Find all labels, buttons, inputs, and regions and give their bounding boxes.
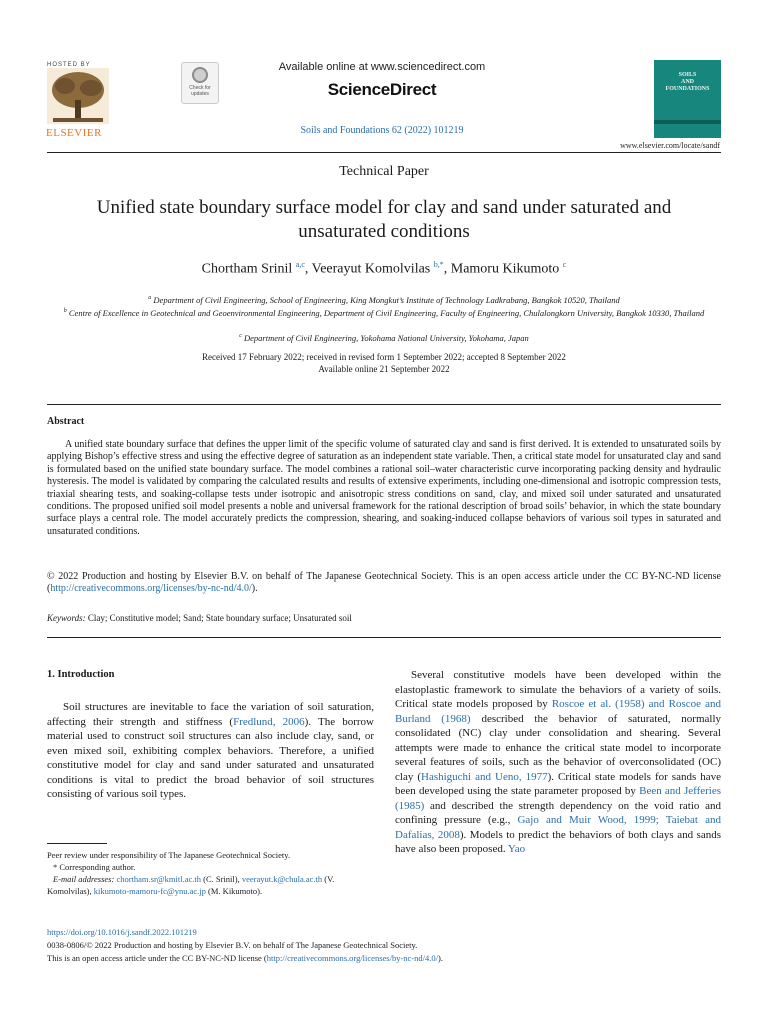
affiliation-text: Centre of Excellence in Geotechnical and Geoenvironmental Engineering, Department of Civil Engineering, Faculty of Engineering, Chulalongkorn University, Bangkok 10330, Thailand xyxy=(68,307,705,318)
header-divider xyxy=(47,152,721,153)
email-owner: (C. Srinil), xyxy=(200,874,242,884)
keywords-divider xyxy=(47,637,721,638)
keywords-list: Clay; Constitutive model; Sand; State boundary surface; Unsaturated soil xyxy=(87,613,352,623)
copyright-text: © 2022 Production and hosting by Elsevier B.V. on behalf of The Japanese Geotechnical Society. This is an open access article under the CC BY-NC-ND license ( xyxy=(47,571,721,595)
license-link[interactable]: http://creativecommons.org/licenses/by-nc-nd/4.0/ xyxy=(50,583,252,595)
abstract-heading: Abstract xyxy=(47,416,85,427)
body-paragraph-right xyxy=(395,668,721,857)
received-dates: Received 17 February 2022; received in revised form 1 September 2022; accepted 8 September 2022 xyxy=(202,352,566,362)
citation-link[interactable]: Yao xyxy=(507,843,526,855)
email-link[interactable]: kikumoto-mamoru-fc@ynu.ac.jp xyxy=(93,885,206,896)
paragraph-text: Several constitutive models have been developed within the elastoplastic framework to simulate the behaviors of a variety of soils. Critical state models proposed by xyxy=(395,669,721,710)
abstract-text: A unified state boundary surface that defines the upper limit of the specific volume of saturated clay and sand is first derived. It is extended to unsaturated soils by applying Bishop’s effective stress and using the effective degree of saturation as an independent state variable. Then, a critical state model for unsaturated clay and sand is formulated based on the unified state boundary surface. The model combines a rational soil–water characteristic curve incorporating packing density and hydraulic hysteresis. The model is validated by comparing the calculated results and results of extensive experiments, including one-dimensional and isotropic compression tests, triaxial shearing tests, and soaking-collapse tests under isotropic and anisotropic stress conditions on sand, clay, and mixed soil under saturated and unsaturated conditions. The proposed unified soil model presents a noble and universal framework for the rational description of broad soils’ behavior, in which the state boundary surface plays a central role. The model accurately predicts the compression, shearing, and soaking-induced collapse behaviors of various soil types in saturated and unsaturated conditions. xyxy=(47,439,721,537)
journal-citation[interactable]: Soils and Foundations 62 (2022) 101219 xyxy=(300,125,464,136)
hosted-by-label: HOSTED BY xyxy=(47,62,91,68)
citation-link[interactable]: Roscoe et al. (1958) and Roscoe and Burland (1968) xyxy=(395,698,722,725)
affiliation-text: Department of Civil Engineering, Yokohama National University, Yokohama, Japan xyxy=(243,332,529,343)
available-online-line: Available online at www.sciencedirect.com xyxy=(278,61,486,73)
paragraph-text: Soil structures are inevitable to face the variation of soil saturation, affecting their strength and stiffness ( xyxy=(47,701,374,728)
copyright-notice xyxy=(47,571,721,596)
peer-review-note: Peer review under responsibility of The Japanese Geotechnical Society. xyxy=(47,850,291,860)
author-affil-marker[interactable]: a,c xyxy=(295,260,305,269)
article-type: Technical Paper xyxy=(339,164,429,179)
affiliation xyxy=(60,292,708,306)
paragraph-text: ). The borrow material used to construct soil structures can also include clay, sand, or even mixed soil, exhibiting complex behaviors. Therefore, a unified constitutive model for clay and sand under saturated and unsaturated conditions is vital to predict the broad behavior of soil structures consisting of various soil types. xyxy=(47,715,374,800)
affiliation xyxy=(60,330,708,344)
affiliation-text: Department of Civil Engineering, School of Engineering, King Mongkut’s Institute of Technology Ladkrabang, Bangkok 10520, Thailand xyxy=(153,294,620,305)
citation-link[interactable]: Been and Jefferies (1985) xyxy=(395,785,721,812)
citation-link[interactable]: Gajo and Muir Wood, 1999; Taiebat and Dafalias, 2008 xyxy=(395,814,721,841)
author-affil-marker[interactable]: b,* xyxy=(433,260,444,269)
open-access-text: This is an open access article under the CC BY-NC-ND license ( xyxy=(47,953,267,963)
author-name[interactable]: Chortham Srinil xyxy=(201,261,293,277)
footnote-divider xyxy=(47,843,107,844)
journal-cover-thumbnail[interactable] xyxy=(654,60,721,138)
author-list: Chortham Srinil $^{a,c}$, Veerayut Komolvilas $^{b,*}$, Mamoru Kikumoto $^c$ xyxy=(201,260,567,277)
issn-copyright: 0038-0806/© 2022 Production and hosting by Elsevier B.V. on behalf of The Japanese Geotechnical Society. xyxy=(47,940,418,950)
author-name[interactable]: Mamoru Kikumoto xyxy=(450,261,560,277)
affiliation-marker: b xyxy=(63,308,67,314)
corresponding-author-note: * Corresponding author. xyxy=(53,862,136,872)
email-link[interactable]: veerayut.k@chula.ac.th xyxy=(241,874,323,884)
citation-link[interactable]: Hashiguchi and Ueno, 1977 xyxy=(421,770,548,783)
open-access-note xyxy=(47,953,443,963)
copyright-text-end: ). xyxy=(251,583,258,595)
cover-band xyxy=(654,120,721,124)
journal-homepage[interactable]: www.elsevier.com/locate/sandf xyxy=(620,141,720,150)
abstract-divider xyxy=(47,404,721,405)
keywords-line xyxy=(47,613,721,623)
affiliation-marker: a xyxy=(148,295,152,301)
doi-link[interactable]: https://doi.org/10.1016/j.sandf.2022.101219 xyxy=(47,927,197,937)
license-link[interactable]: http://creativecommons.org/licenses/by-nc-nd/4.0/ xyxy=(266,953,438,963)
check-updates-icon xyxy=(192,67,208,83)
affiliation xyxy=(60,305,708,319)
keywords-label: Keywords: xyxy=(47,613,86,623)
check-updates-label: Check for updates xyxy=(189,85,211,97)
available-online-date: Available online 21 September 2022 xyxy=(318,364,450,374)
check-for-updates-badge[interactable] xyxy=(181,62,219,104)
body-paragraph-left xyxy=(47,700,374,802)
open-access-text-end: ). xyxy=(438,953,443,963)
email-addresses xyxy=(47,874,374,897)
email-label: E-mail addresses: xyxy=(53,874,115,884)
paragraph-text: ). Models to predict the behaviors of both clays and sands have also been proposed. xyxy=(395,828,721,855)
affiliation-marker: c xyxy=(239,333,242,339)
author-affil-marker[interactable]: c xyxy=(562,260,567,269)
elsevier-logo-text: ELSEVIER xyxy=(46,127,102,139)
article-title: Unified state boundary surface model for clay and sand under saturated and unsaturated conditions xyxy=(96,197,672,242)
email-owner: (V. Komolvilas), xyxy=(47,874,335,896)
paragraph-text: described the behavior of saturated, normally consolidated (NC) clay under consolidation and shearing. Several attempts were made to enhance the critical state model to incorporate several features of soils, such as the behavior of overconsolidated (OC) clay ( xyxy=(395,712,722,783)
section-heading: 1. Introduction xyxy=(47,669,115,680)
paragraph-text: ). Critical state models for sands have been developed using the state parameter proposed by xyxy=(395,770,722,797)
paragraph-text: and described the strength dependency on the void ratio and confining pressure (e.g., xyxy=(395,799,721,826)
email-link[interactable]: chortham.sr@kmitl.ac.th xyxy=(116,874,201,884)
cover-title: SOILS AND FOUNDATIONS xyxy=(665,72,710,92)
citation-link[interactable]: Fredlund, 2006 xyxy=(233,715,305,728)
sciencedirect-brand[interactable]: ScienceDirect xyxy=(327,80,437,99)
email-owner: (M. Kikumoto). xyxy=(205,885,263,896)
author-name[interactable]: Veerayut Komolvilas xyxy=(311,261,431,277)
